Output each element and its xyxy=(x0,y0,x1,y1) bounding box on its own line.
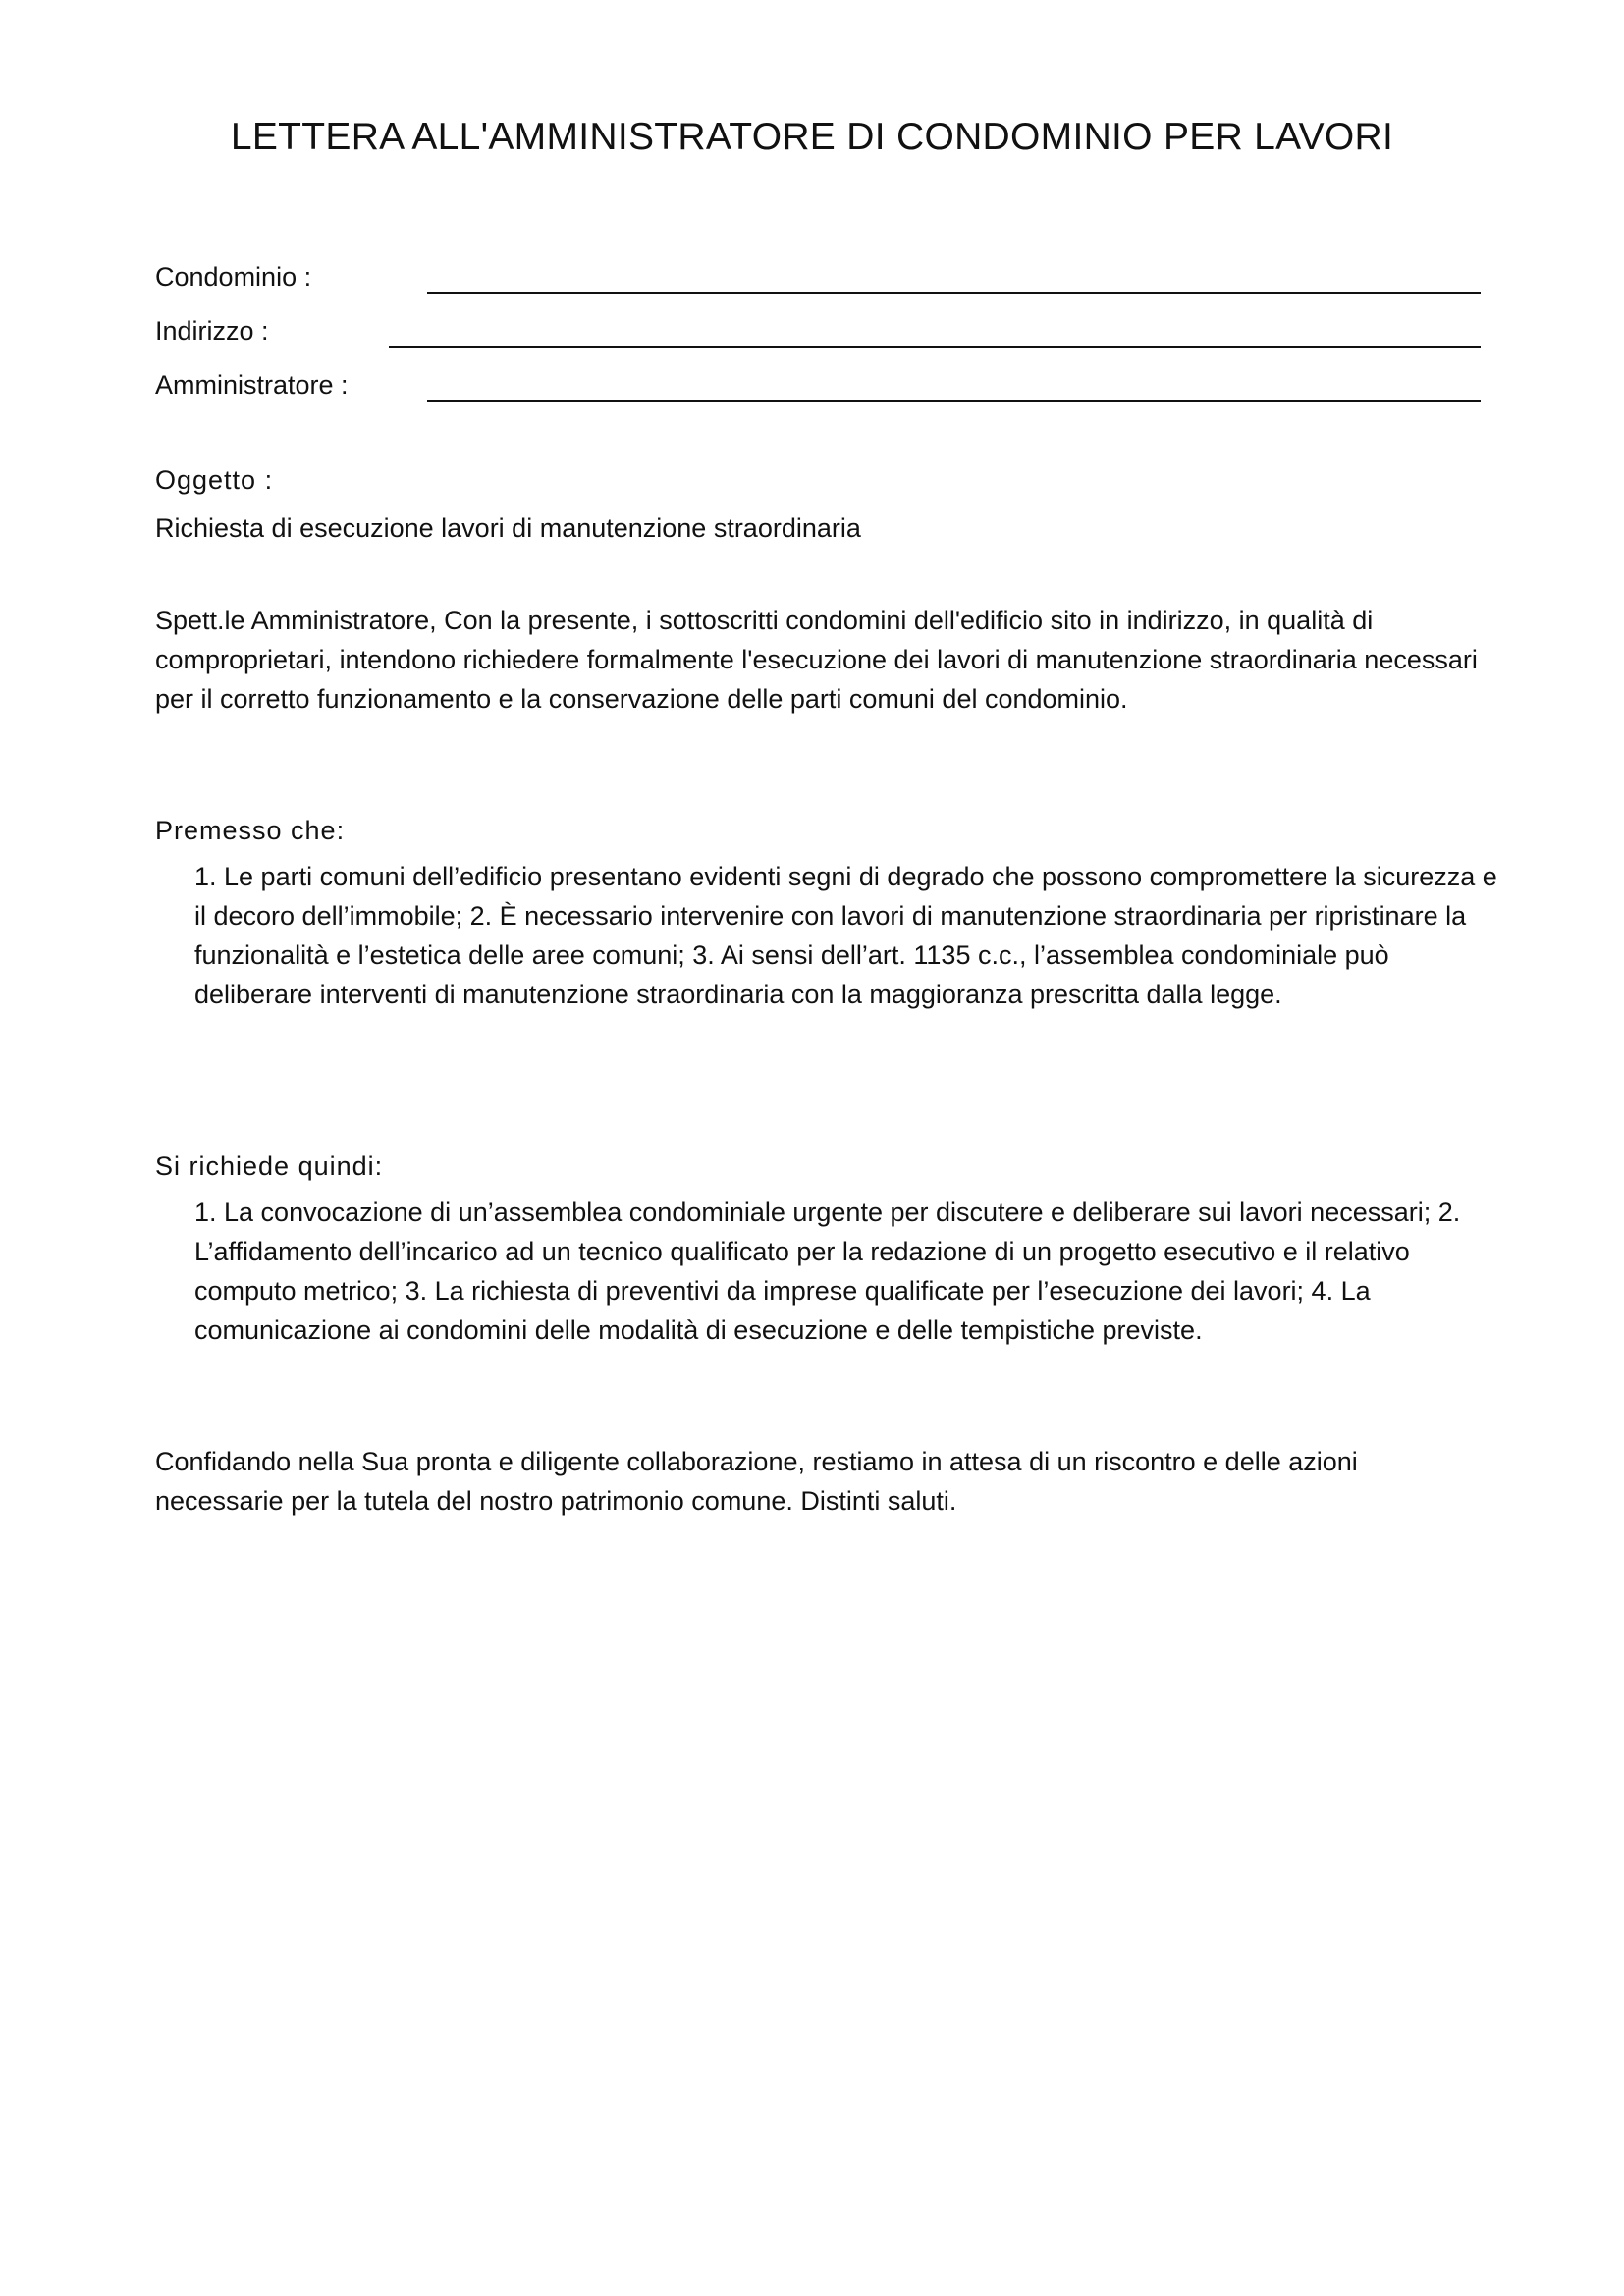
oggetto-label: Oggetto : xyxy=(155,465,274,495)
premesso-label: Premesso che: xyxy=(155,816,346,845)
condominio-label: Condominio : xyxy=(155,262,312,292)
closing-paragraph: Confidando nella Sua pronta e diligente collaborazione, restiamo in attesa di un riscontro e delle azioni necessarie per la tutela del nostro patrimonio comune. Distinti saluti. xyxy=(155,1447,1358,1516)
amministratore-blank-line[interactable] xyxy=(427,400,1481,402)
condominio-field xyxy=(155,257,1481,296)
page-title: LETTERA ALL'AMMINISTRATORE DI CONDOMINIO PER LAVORI xyxy=(230,116,1394,158)
intro-paragraph: Spett.le Amministratore, Con la presente, i sottoscritti condomini dell'edificio sito in indirizzo, in qualità di comproprietari, intendono richiedere formalmente l'esecuzione dei lavori di manutenzione straordinaria necessari per il corretto funzionamento e la conservazione delle parti comuni del condominio. xyxy=(155,606,1478,714)
indirizzo-field xyxy=(155,311,1481,350)
premesso-list: 1. Le parti comuni dell’edificio presentano evidenti segni di degrado che possono compromettere la sicurezza e il decoro dell’immobile; 2. È necessario intervenire con lavori di manutenzione straordinaria per ripristinare la funzionalità e l’estetica delle aree comuni; 3. Ai sensi dell’art. 1135 c.c., l’assemblea condominiale può deliberare interventi di manutenzione straordinaria con la maggioranza prescritta dalla legge. xyxy=(194,862,1497,1009)
richiesta-list: 1. La convocazione di un’assemblea condominiale urgente per discutere e deliberare sui lavori necessari; 2. L’affidamento dell’incarico ad un tecnico qualificato per la redazione di un progetto esecutivo e il relativo computo metrico; 3. La richiesta di preventivi da imprese qualificate per l’esecuzione dei lavori; 4. La comunicazione ai condomini delle modalità di esecuzione e delle tempistiche previste. xyxy=(194,1198,1461,1345)
condominio-blank-line[interactable] xyxy=(427,292,1481,294)
richiesta-label: Si richiede quindi: xyxy=(155,1151,384,1181)
oggetto-text: Richiesta di esecuzione lavori di manutenzione straordinaria xyxy=(155,513,861,543)
amministratore-field xyxy=(155,365,1481,404)
indirizzo-blank-line[interactable] xyxy=(389,346,1481,348)
indirizzo-label: Indirizzo : xyxy=(155,316,269,346)
amministratore-label: Amministratore : xyxy=(155,370,349,400)
